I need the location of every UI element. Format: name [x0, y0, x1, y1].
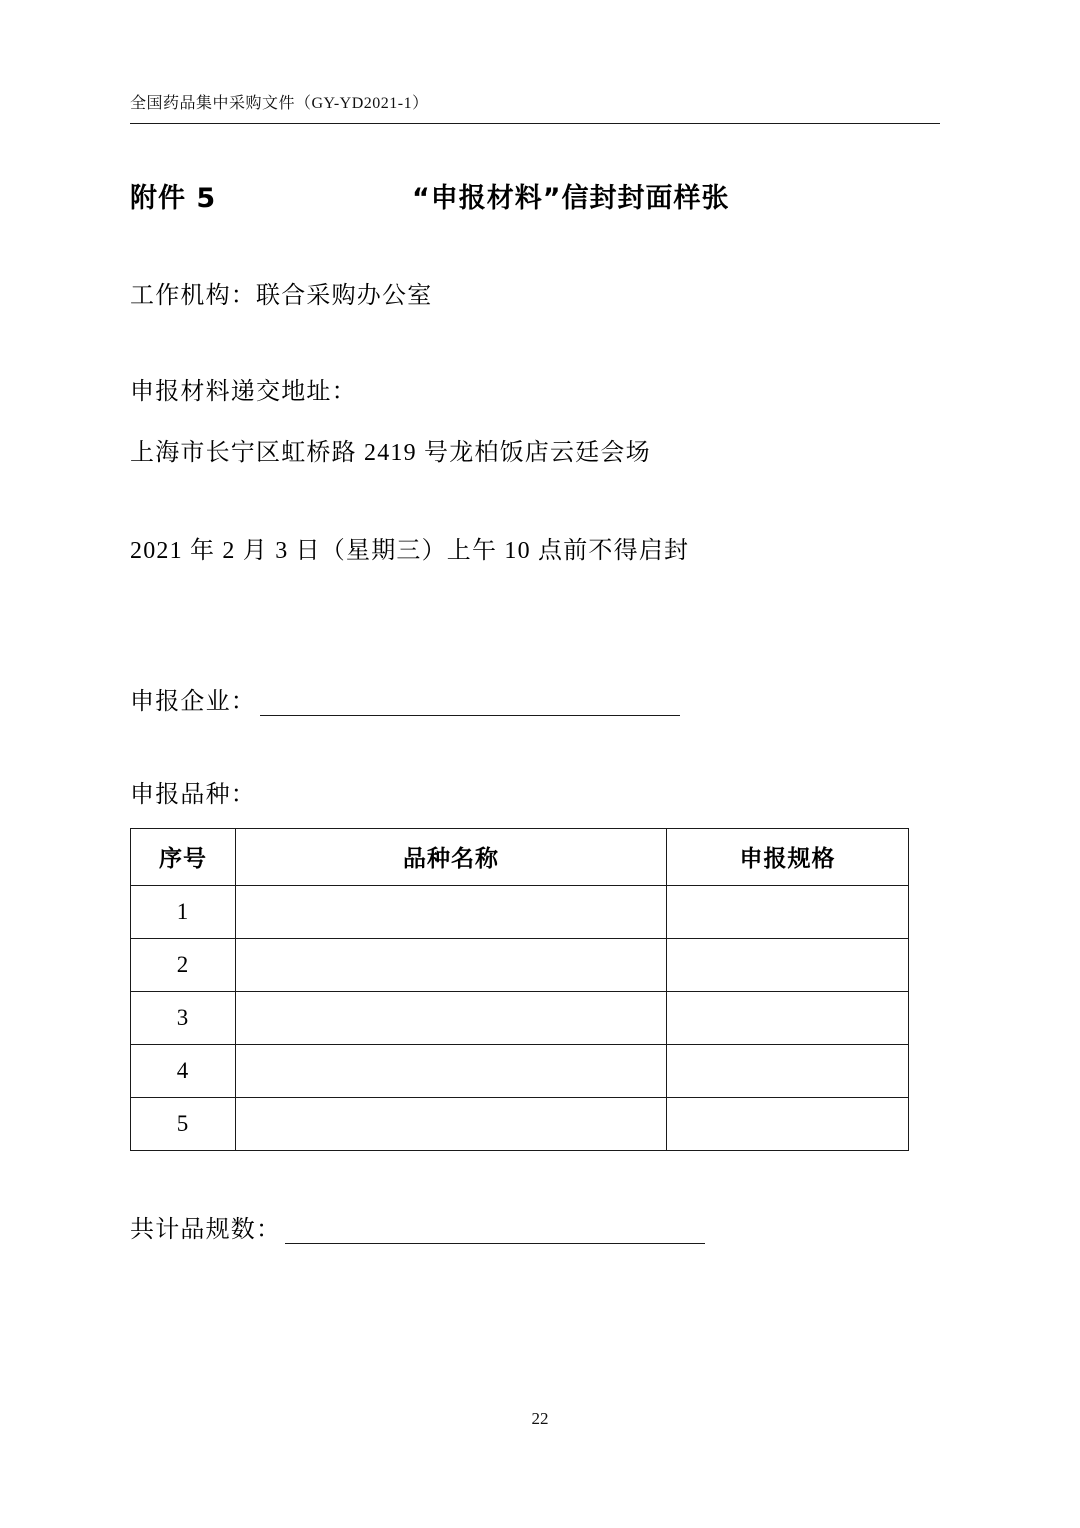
cell-variety-name[interactable] — [236, 991, 667, 1044]
table-header-row — [131, 828, 909, 885]
attachment-label: 附件 5 — [130, 183, 217, 214]
cell-variety-name[interactable] — [236, 1097, 667, 1150]
total-count-field-row — [130, 1209, 940, 1244]
table-row — [131, 1044, 909, 1097]
cell-variety-spec[interactable] — [667, 938, 909, 991]
column-header-spec: 申报规格 — [667, 828, 909, 885]
cell-row-number: 1 — [131, 885, 236, 938]
total-count-label: 共计品规数： — [130, 1216, 282, 1243]
cell-variety-spec[interactable] — [667, 1097, 909, 1150]
table-row — [131, 1097, 909, 1150]
applicant-company-label: 申报企业： — [130, 688, 256, 715]
cell-row-number: 3 — [131, 991, 236, 1044]
page-content — [130, 90, 940, 1244]
document-header: 全国药品集中采购文件（GY-YD2021-1） — [130, 90, 940, 124]
cell-variety-spec[interactable] — [667, 885, 909, 938]
cell-variety-name[interactable] — [236, 885, 667, 938]
table-row — [131, 938, 909, 991]
title-row — [130, 176, 940, 215]
page-number: 22 — [531, 1409, 549, 1428]
cell-variety-name[interactable] — [236, 938, 667, 991]
table-row — [131, 885, 909, 938]
cell-row-number: 5 — [131, 1097, 236, 1150]
cell-variety-name[interactable] — [236, 1044, 667, 1097]
variety-label: 申报品种： — [130, 781, 256, 808]
column-header-name: 品种名称 — [236, 828, 667, 885]
column-header-no: 序号 — [131, 828, 236, 885]
cell-variety-spec[interactable] — [667, 1044, 909, 1097]
cell-row-number: 4 — [131, 1044, 236, 1097]
applicant-company-field-row — [130, 681, 940, 716]
variety-table — [130, 828, 909, 1151]
cell-row-number: 2 — [131, 938, 236, 991]
submission-address-value: 上海市长宁区虹桥路 2419 号龙柏饭店云廷会场 — [130, 439, 651, 466]
deadline-line: 2021 年 2 月 3 日（星期三）上午 10 点前不得启封 — [130, 538, 690, 565]
page-title: “申报材料”信封封面样张 — [412, 183, 730, 214]
working-organization-line: 工作机构：联合采购办公室 — [130, 283, 433, 309]
cell-variety-spec[interactable] — [667, 991, 909, 1044]
submission-address-label: 申报材料递交地址： — [130, 379, 357, 406]
table-row — [131, 991, 909, 1044]
applicant-company-blank-line[interactable] — [260, 693, 680, 716]
total-count-blank-line[interactable] — [285, 1221, 705, 1244]
